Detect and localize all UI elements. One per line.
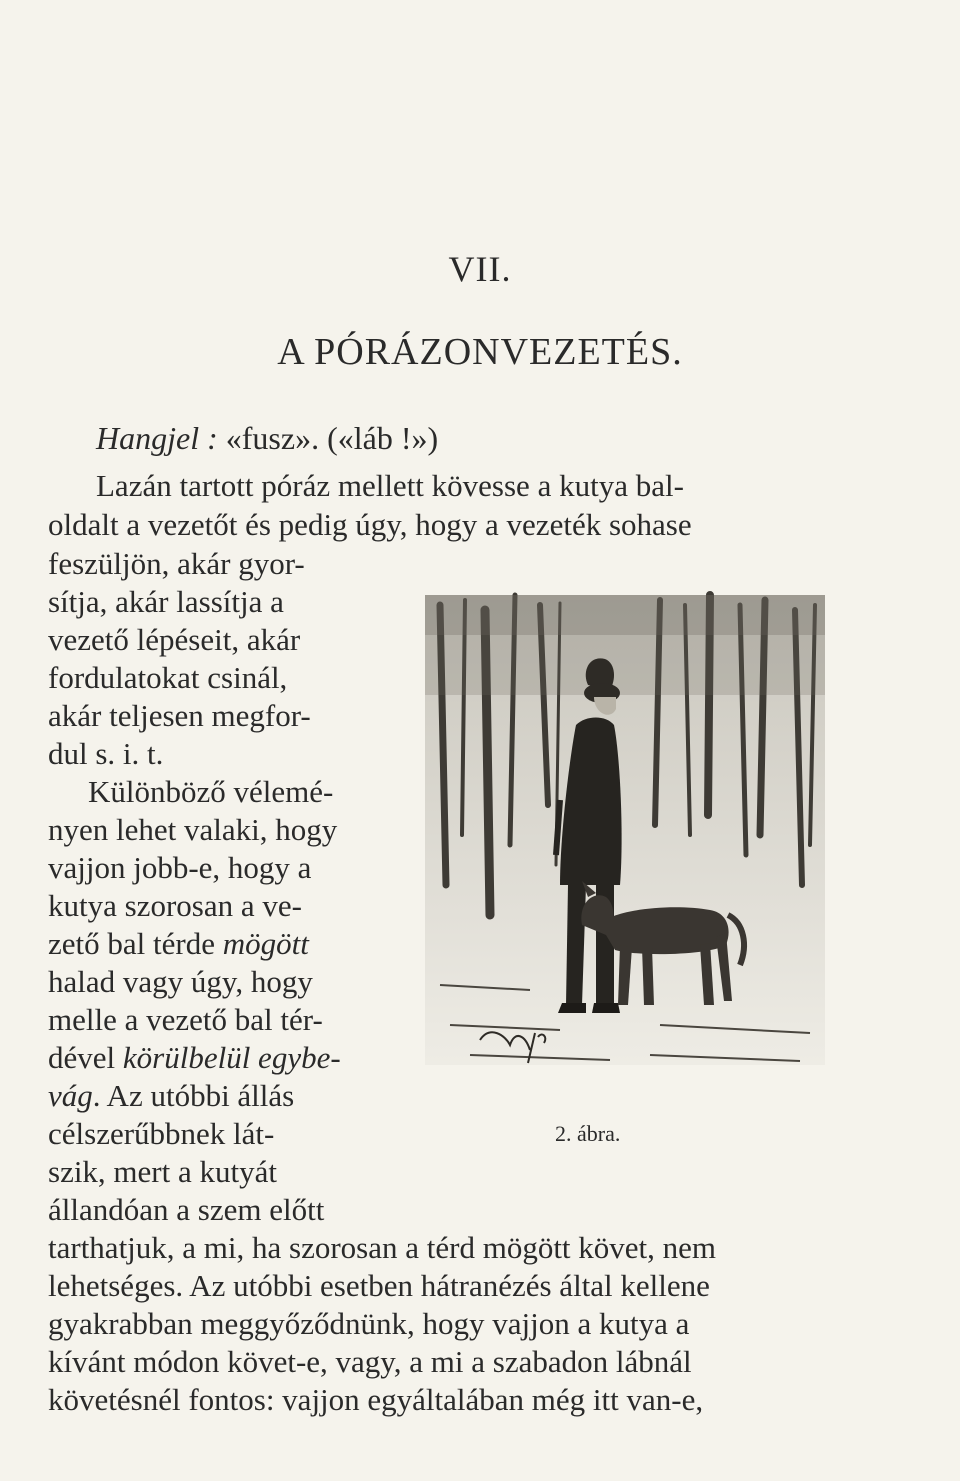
body-line: vajjon jobb-e, hogy a bbox=[48, 850, 312, 885]
body-line: Különböző vélemé- bbox=[88, 774, 334, 809]
body-line: melle a vezető bal tér- bbox=[48, 1002, 323, 1037]
body-line: Lazán tartott póráz mellett kövesse a kutya bal- bbox=[96, 468, 684, 503]
body-line: nyen lehet valaki, hogy bbox=[48, 812, 338, 847]
illustration bbox=[410, 585, 840, 1090]
emphasis-text: körülbelül egybe- bbox=[122, 1040, 341, 1075]
body-text: . Az utóbbi állás bbox=[92, 1078, 295, 1113]
body-line: tarthatjuk, a mi, ha szorosan a térd mögött követ, nem bbox=[48, 1230, 717, 1265]
body-line: kutya szorosan a ve- bbox=[48, 888, 302, 923]
body-line: fordulatokat csinál, bbox=[48, 660, 288, 695]
body-line: feszüljön, akár gyor- bbox=[48, 546, 305, 581]
figure-caption: 2. ábra. bbox=[555, 1121, 621, 1146]
body-text: dével bbox=[48, 1040, 123, 1075]
body-line: kívánt módon követ-e, vagy, a mi a szabadon lábnál bbox=[48, 1344, 692, 1379]
body-line: követésnél fontos: vajjon egyáltalában még itt van-e, bbox=[48, 1382, 704, 1417]
command-line bbox=[96, 420, 438, 457]
body-line: dul s. i. t. bbox=[48, 736, 164, 771]
handler-and-dog-engraving bbox=[410, 585, 840, 1090]
command-text: «fusz». («láb !») bbox=[225, 420, 439, 456]
emphasis-text: mögött bbox=[222, 926, 309, 961]
body-line bbox=[48, 1080, 294, 1111]
chapter-number: VII. bbox=[448, 249, 512, 289]
body-line: célszerűbbnek lát- bbox=[48, 1116, 275, 1151]
body-line bbox=[48, 1042, 341, 1073]
body-line: gyakrabban meggyőződnünk, hogy vajjon a kutya a bbox=[48, 1306, 690, 1341]
body-line: halad vagy úgy, hogy bbox=[48, 964, 313, 999]
body-line bbox=[48, 928, 309, 959]
command-label: Hangjel : bbox=[96, 420, 218, 456]
body-line: akár teljesen megfor- bbox=[48, 698, 311, 733]
chapter-title: A PÓRÁZONVEZETÉS. bbox=[277, 331, 683, 373]
body-line: vezető lépéseit, akár bbox=[48, 622, 301, 657]
body-line: oldalt a vezetőt és pedig úgy, hogy a vezeték sohase bbox=[48, 507, 692, 542]
body-line: lehetséges. Az utóbbi esetben hátranézés által kellene bbox=[48, 1268, 710, 1303]
emphasis-text: vág bbox=[48, 1078, 93, 1113]
body-line: sítja, akár lassítja a bbox=[48, 584, 284, 619]
body-line: állandóan a szem előtt bbox=[48, 1192, 325, 1227]
body-text: zető bal térde bbox=[48, 926, 223, 961]
forest-shading bbox=[425, 595, 825, 695]
body-line: szik, mert a kutyát bbox=[48, 1154, 277, 1189]
